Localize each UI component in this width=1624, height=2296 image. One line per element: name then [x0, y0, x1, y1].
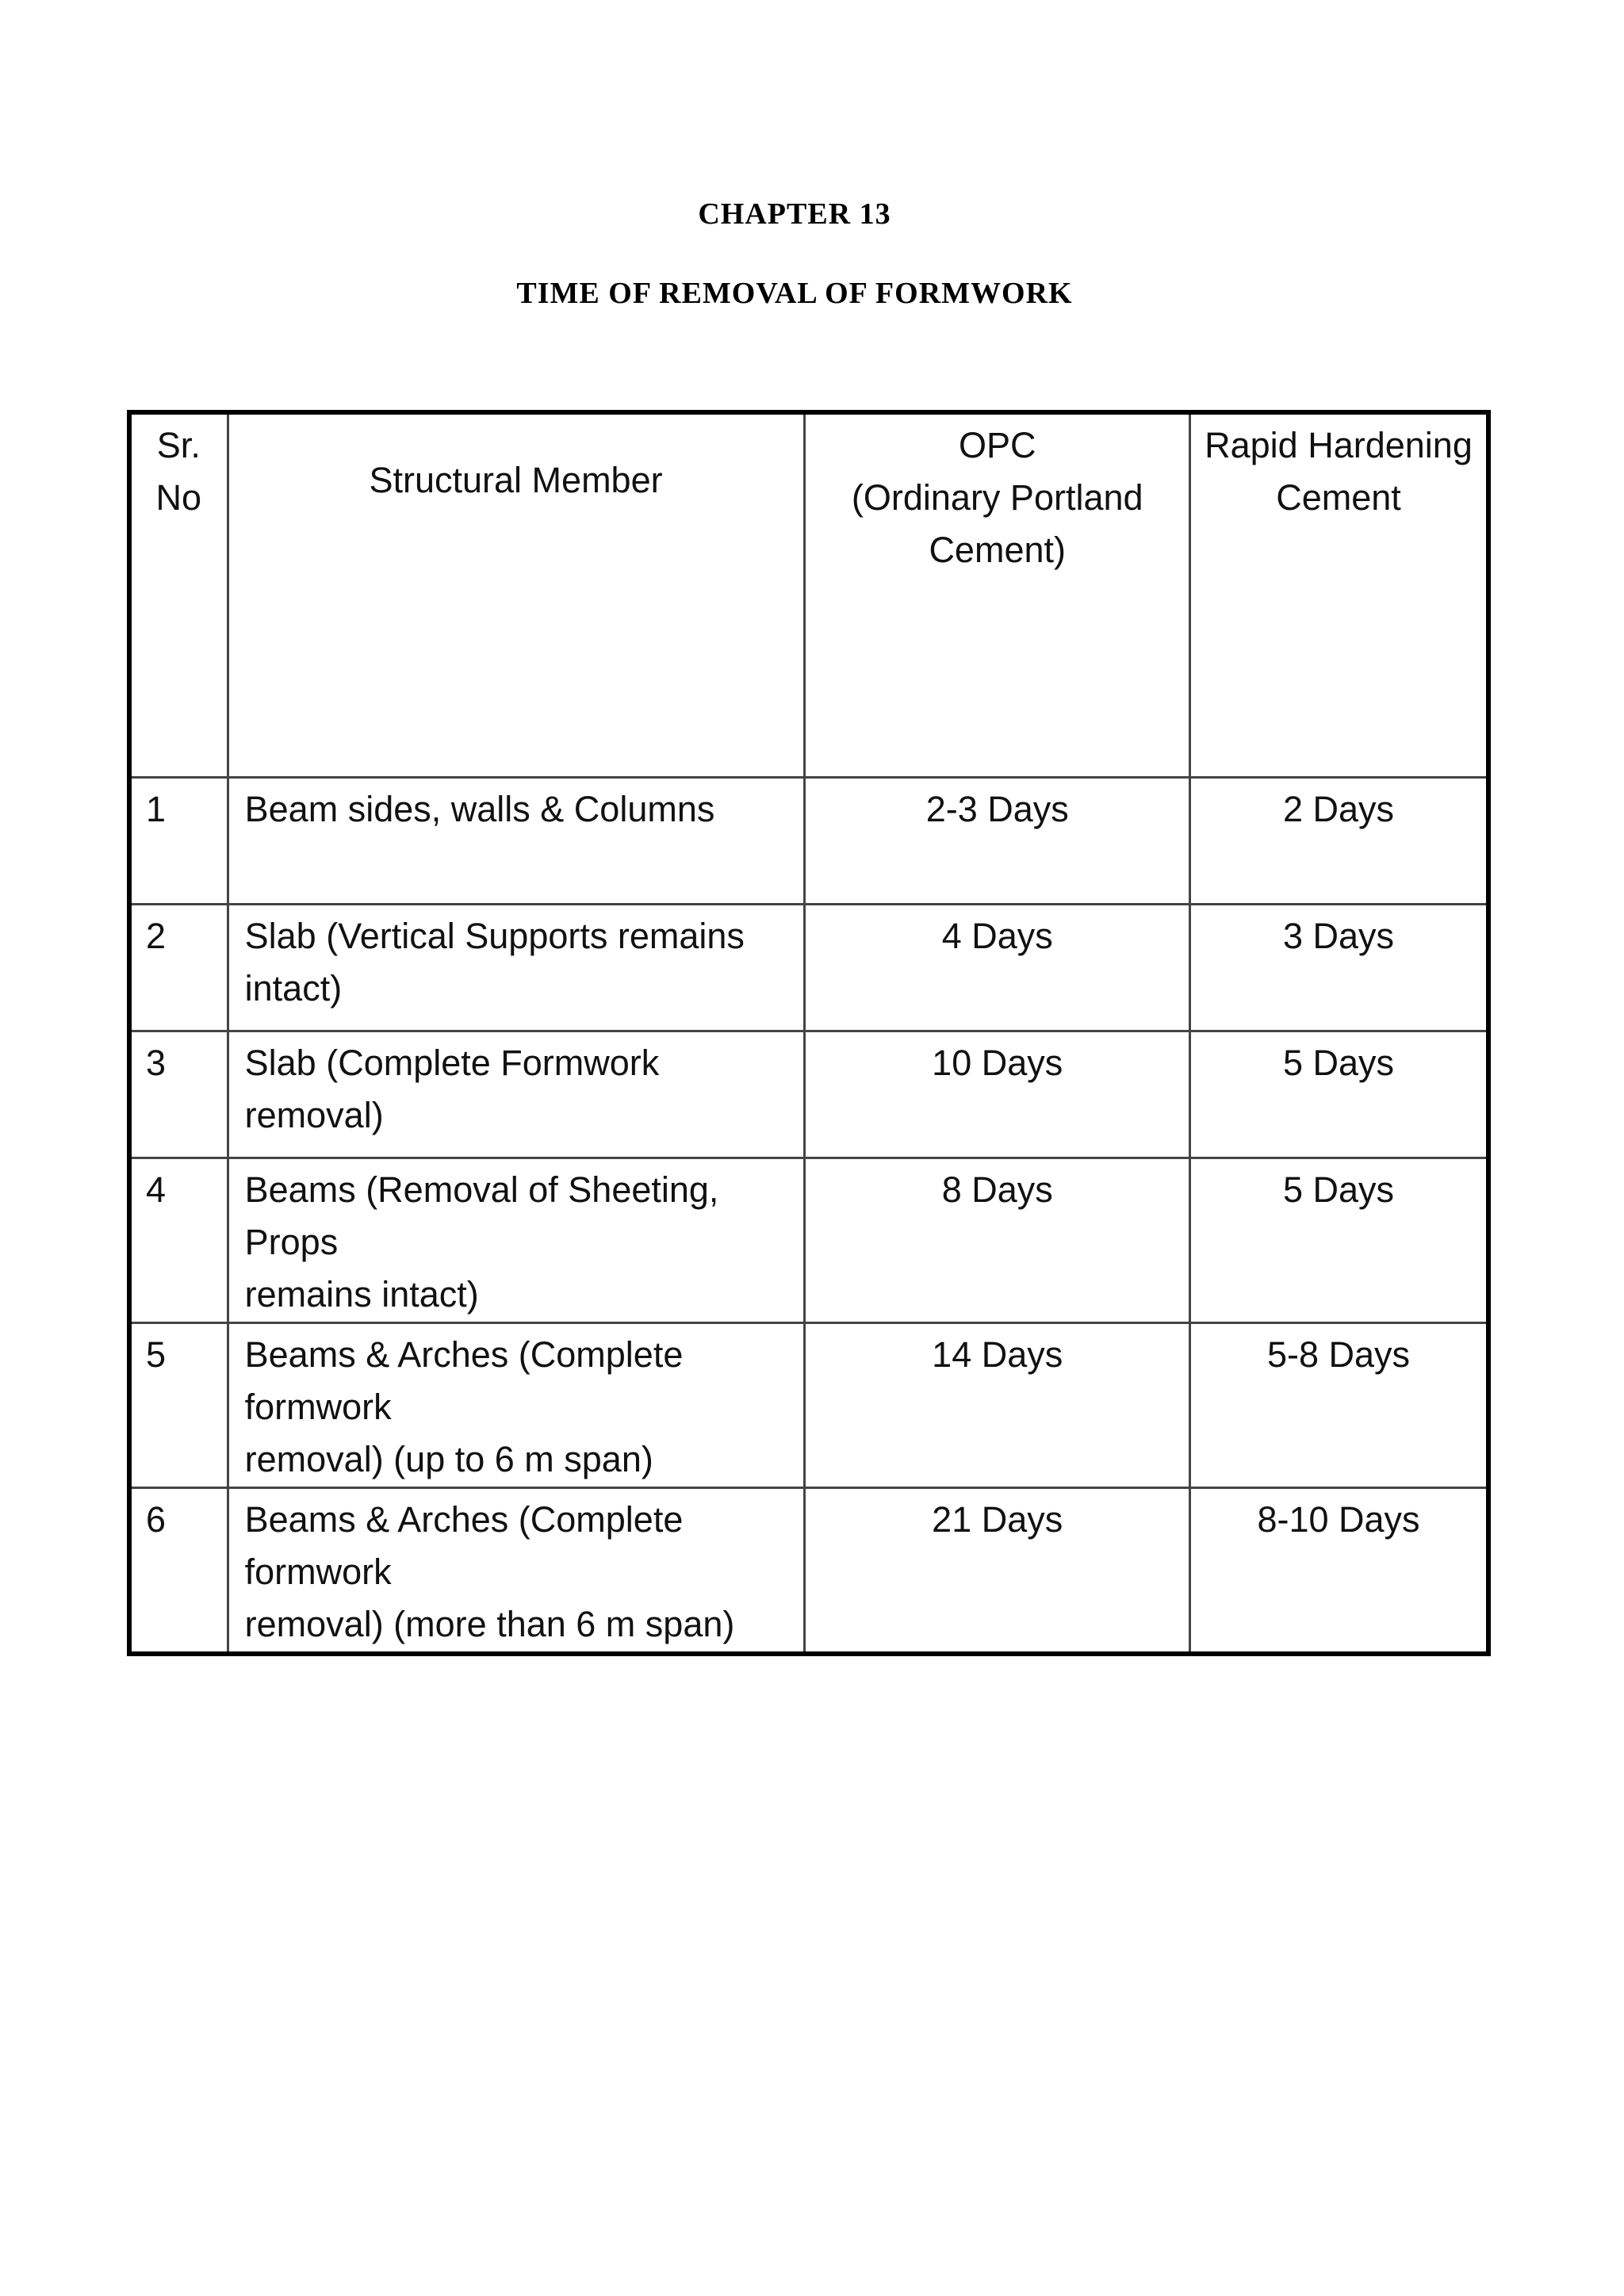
table-header-row: [129, 412, 1488, 778]
cell-opc: 8 Days: [805, 1158, 1190, 1323]
cell-opc: 10 Days: [805, 1031, 1190, 1158]
cell-sr: 6: [129, 1488, 228, 1655]
cell-member-line2: removal) (more than 6 m span): [244, 1604, 735, 1644]
cell-rapid: 2 Days: [1190, 778, 1489, 905]
table-row: [129, 905, 1488, 1031]
cell-member-line2: remains intact): [244, 1274, 479, 1314]
cell-sr: 2: [129, 905, 228, 1031]
cell-rapid: 5 Days: [1190, 1031, 1489, 1158]
header-rapid-line1: Rapid Hardening: [1205, 425, 1473, 465]
cell-rapid: 8-10 Days: [1190, 1488, 1489, 1655]
cell-member-line1: Beams & Arches (Complete formwork: [244, 1499, 684, 1592]
cell-sr: 1: [129, 778, 228, 905]
cell-member-line2: removal) (up to 6 m span): [244, 1439, 653, 1479]
header-sr-line1: Sr.: [156, 425, 201, 465]
cell-rapid: 3 Days: [1190, 905, 1489, 1031]
header-sr-no: [129, 412, 228, 778]
cell-sr: 4: [129, 1158, 228, 1323]
cell-opc: 14 Days: [805, 1323, 1190, 1488]
header-opc-line2: (Ordinary Portland Cement): [851, 477, 1143, 570]
cell-member: [228, 1031, 805, 1158]
cell-member: [228, 1323, 805, 1488]
cell-member: [228, 905, 805, 1031]
header-opc-line1: OPC: [958, 425, 1036, 465]
page-title: TIME OF REMOVAL OF FORMWORK: [516, 277, 1073, 310]
cell-member: [228, 778, 805, 905]
cell-opc: 4 Days: [805, 905, 1190, 1031]
header-opc: [805, 412, 1190, 778]
cell-opc: 21 Days: [805, 1488, 1190, 1655]
table-row: [129, 1031, 1488, 1158]
cell-sr: 5: [129, 1323, 228, 1488]
header-rapid-line2: Cement: [1276, 477, 1401, 518]
cell-rapid: 5 Days: [1190, 1158, 1489, 1323]
cell-member: [228, 1158, 805, 1323]
header-structural-member: Structural Member: [228, 412, 805, 778]
cell-rapid: 5-8 Days: [1190, 1323, 1489, 1488]
header-sr-line2: No: [155, 477, 202, 518]
cell-sr: 3: [129, 1031, 228, 1158]
cell-member-line1: Beams (Removal of Sheeting, Props: [244, 1169, 719, 1262]
table-row: [129, 1158, 1488, 1323]
cell-member: [228, 1488, 805, 1655]
cell-member-line1: Beams & Arches (Complete formwork: [244, 1334, 684, 1427]
cell-member-line1: Slab (Complete Formwork removal): [244, 1043, 660, 1135]
header-rapid-hardening: [1190, 412, 1489, 778]
formwork-removal-table: [127, 410, 1491, 1656]
table-row: [129, 1488, 1488, 1655]
cell-opc: 2-3 Days: [805, 778, 1190, 905]
table-row: [129, 778, 1488, 905]
cell-member-line1: Slab (Vertical Supports remains intact): [244, 916, 745, 1008]
chapter-heading: CHAPTER 13: [698, 197, 891, 231]
cell-member-line1: Beam sides, walls & Columns: [244, 789, 715, 829]
table-row: [129, 1323, 1488, 1488]
